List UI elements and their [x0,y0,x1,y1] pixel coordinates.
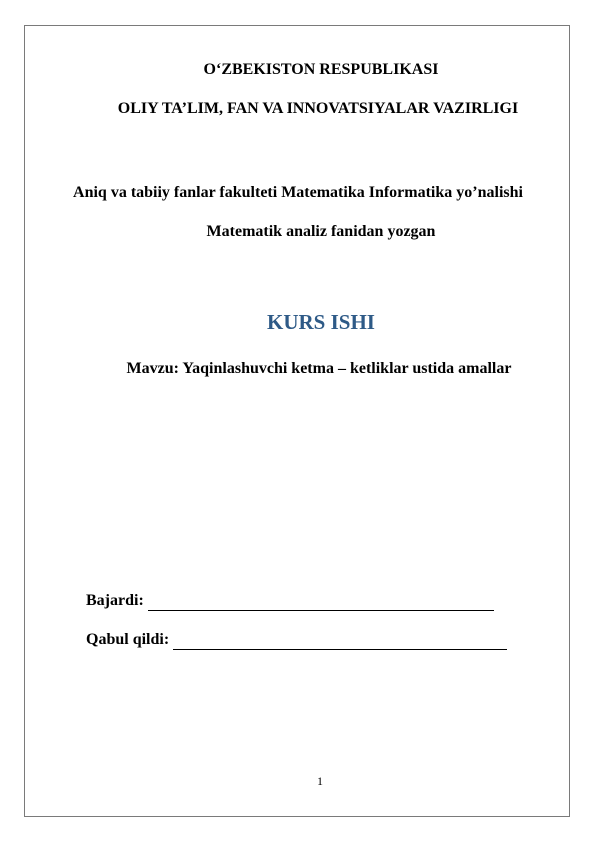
performed-by-label: Bajardi: [86,592,144,609]
faculty-line: Aniq va tabiiy fanlar fakulteti Matematika Informatika yo’nalishi [73,184,523,201]
document-title: KURS ISHI [267,310,375,334]
performed-by-signature-line [148,594,494,611]
accepted-by-field [86,630,507,650]
topic-line: Mavzu: Yaqinlashuvchi ketma – ketliklar ustida amallar [126,360,512,377]
country-heading: O‘ZBEKISTON RESPUBLIKASI [203,61,439,78]
accepted-by-label: Qabul qildi: [86,631,170,648]
ministry-heading: OLIY TA’LIM, FAN VA INNOVATSIYALAR VAZIRLIGI [117,100,519,117]
performed-by-field [86,591,494,611]
accepted-by-signature-line [173,633,507,650]
page-border [24,25,570,817]
subject-line: Matematik analiz fanidan yozgan [206,223,436,240]
page-number: 1 [317,774,323,788]
